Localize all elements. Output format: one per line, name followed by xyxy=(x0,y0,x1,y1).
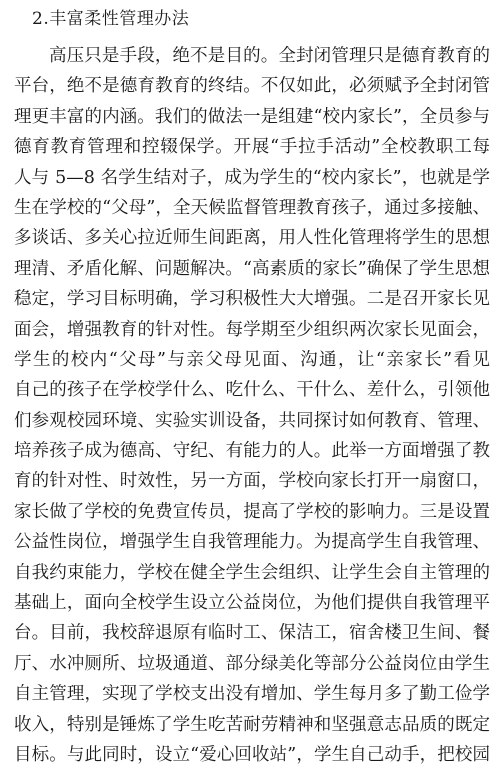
paragraph-line: 理清、矛盾化解、问题解决。“高素质的家长”确保了学生思想 xyxy=(14,258,490,279)
paragraph-line: 们参观校园环境、实验实训设备，共同探讨如何教育、管理、 xyxy=(14,410,490,431)
paragraph-line: 育的针对性、时效性，另一方面，学校向家长打开一扇窗口， xyxy=(14,471,490,492)
paragraph-line: 培养孩子成为德高、守纪、有能力的人。此举一方面增强了教 xyxy=(14,441,490,462)
paragraph-line: 多谈话、多关心拉近师生间距离，用人性化管理将学生的思想 xyxy=(14,228,490,249)
paragraph-line: 面会，增强教育的针对性。每学期至少组织两次家长见面会， xyxy=(14,319,490,340)
paragraph-line: 生在学校的“父母”，全天候监督管理教育孩子，通过多接触、 xyxy=(14,197,490,218)
paragraph-line: 家长做了学校的免费宣传员，提高了学校的影响力。三是设置 xyxy=(14,501,490,522)
body-paragraph xyxy=(14,41,490,770)
paragraph-line: 人与 5—8 名学生结对子，成为学生的“校内家长”，也就是学 xyxy=(14,167,490,188)
paragraph-line: 基础上，面向全校学生设立公益岗位，为他们提供自我管理平 xyxy=(14,593,490,614)
section-heading: 2.丰富柔性管理办法 xyxy=(32,9,190,29)
paragraph-line: 自我约束能力，学校在健全学生会组织、让学生会自主管理的 xyxy=(14,562,490,583)
paragraph-line: 自主管理，实现了学校支出没有增加、学生每月多了勤工俭学 xyxy=(14,684,490,705)
paragraph-line: 收入，特别是锤炼了学生吃苦耐劳精神和坚强意志品质的既定 xyxy=(14,714,490,735)
paragraph-line: 自己的孩子在学校学什么、吃什么、干什么、差什么，引领他 xyxy=(14,380,490,401)
paragraph-line: 稳定，学习目标明确，学习积极性大大增强。二是召开家长见 xyxy=(14,289,490,310)
paragraph-line: 高压只是手段，绝不是目的。全封闭管理只是德育教育的 xyxy=(49,46,490,66)
paragraph-line: 学生的校内“父母”与亲父母见面、沟通，让“亲家长”看见 xyxy=(14,349,490,370)
paragraph-line: 台。目前，我校辞退原有临时工、保洁工，宿舍楼卫生间、餐 xyxy=(14,623,490,644)
paragraph-line: 公益性岗位，增强学生自我管理能力。为提高学生自我管理、 xyxy=(14,532,490,553)
paragraph-line: 德育教育管理和控辍保学。开展“手拉手活动”全校教职工每 xyxy=(14,137,490,158)
paragraph-line: 平台，绝不是德育教育的终结。不仅如此，必须赋予全封闭管 xyxy=(14,76,490,97)
paragraph-line: 目标。与此同时，设立“爱心回收站”，学生自己动手，把校园 xyxy=(14,744,490,765)
paragraph-line: 理更丰富的内涵。我们的做法一是组建“校内家长”，全员参与 xyxy=(14,106,490,127)
paragraph-line: 厅、水冲厕所、垃圾通道、部分绿美化等部分公益岗位由学生 xyxy=(14,653,490,674)
